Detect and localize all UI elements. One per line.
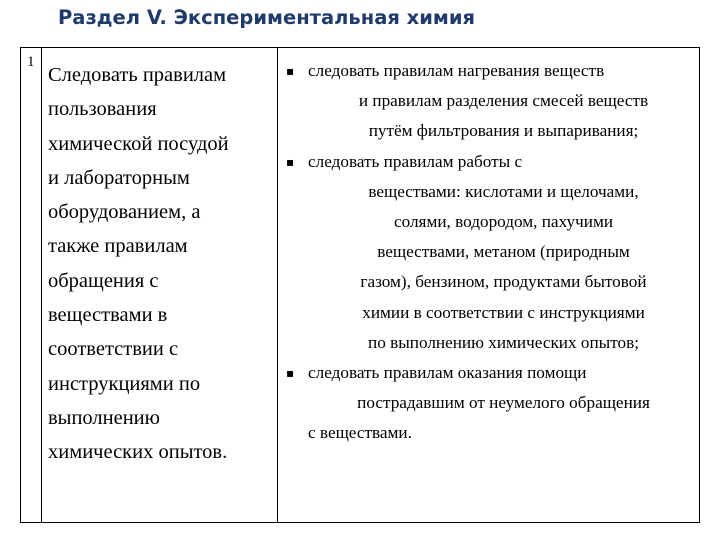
requirement-line: и лабораторным	[48, 166, 190, 189]
requirement-line: обращения с	[48, 269, 159, 292]
item-line: и правилам разделения смесей веществ	[358, 91, 649, 111]
row-number: 1	[27, 54, 35, 70]
requirement-line: химической посудой	[48, 132, 229, 155]
item-line: с веществами.	[308, 423, 412, 443]
bullet-item	[284, 56, 699, 147]
item-line: веществами: кислотами и щелочами,	[368, 181, 639, 201]
item-line: следовать правилам оказания помощи	[308, 363, 587, 383]
item-line: солями, водородом, пахучими	[393, 212, 614, 232]
column-divider	[41, 48, 42, 522]
item-line: путём фильтрования и выпаривания;	[368, 121, 639, 141]
requirement-line: Следовать правилам	[48, 64, 227, 86]
requirement-line: соответствии с	[48, 338, 179, 361]
requirement-line: пользования	[48, 98, 157, 121]
item-line: следовать правилам работы с	[308, 151, 523, 171]
square-bullet-icon: ▪	[286, 154, 295, 169]
requirement-line: веществами в	[48, 304, 168, 327]
bullet-item	[284, 358, 699, 449]
item-line: веществами, метаном (природным	[377, 242, 630, 262]
requirement-line: инструкциями по	[48, 372, 201, 395]
item-line: следовать правилам нагревания веществ	[308, 61, 605, 80]
requirement-cell	[48, 58, 280, 470]
bullet-item	[284, 147, 699, 358]
requirement-line: химических опытов.	[48, 441, 228, 464]
requirement-line: также правилам	[48, 235, 188, 258]
page-title: Раздел V. Экспериментальная химия	[58, 6, 476, 29]
item-line: газом), бензином, продуктами бытовой	[360, 272, 647, 292]
details-cell	[284, 56, 699, 449]
square-bullet-icon: ▪	[286, 64, 295, 78]
item-line: химии в соответствии с инструкциями	[362, 302, 645, 322]
item-line: пострадавшим от неумелого обращения	[357, 393, 650, 413]
item-line: по выполнению химических опытов;	[368, 332, 639, 352]
requirements-table	[20, 47, 700, 523]
square-bullet-icon: ▪	[286, 366, 295, 381]
requirement-line: выполнению	[48, 406, 160, 429]
requirement-line: оборудованием, а	[48, 201, 201, 224]
